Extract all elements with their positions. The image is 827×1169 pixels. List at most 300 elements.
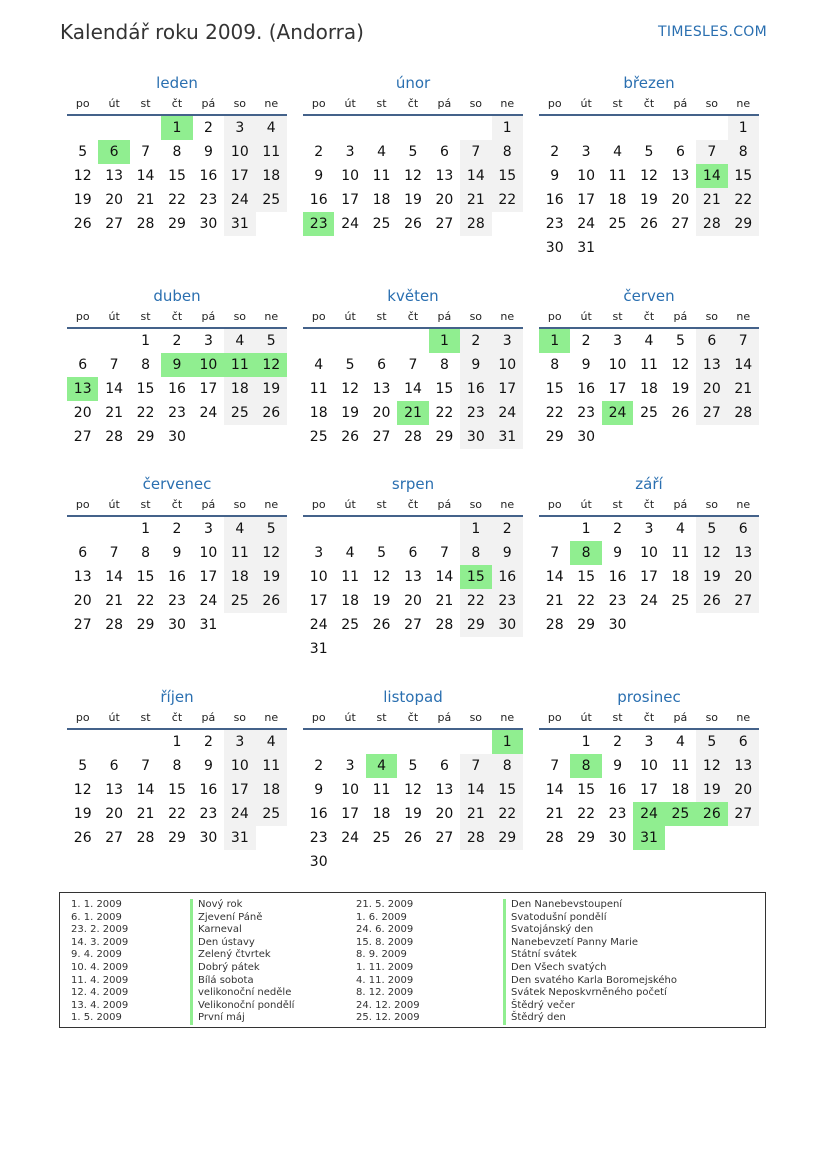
day-cell: 3 [644,734,654,750]
weekday-label: čt [407,711,419,724]
day-cell: 21 [136,806,155,822]
weekday-label: pá [673,97,688,110]
legend-date: 21. 5. 2009 [356,899,414,910]
day-cell: 5 [675,333,685,349]
weekday-label: čt [171,498,183,511]
empty-cell [429,730,460,754]
legend-holiday-name: Nový rok [190,899,294,912]
holiday-day-cell: 13 [67,377,98,401]
legend-holiday-name: Den ústavy [190,937,294,950]
empty-cell [67,730,98,754]
brand-link[interactable]: TIMESLES.COM [658,24,767,40]
day-cell: 26 [73,216,92,232]
weekday-label: út [344,498,356,511]
day-cell: 3 [345,758,355,774]
legend-date: 1. 1. 2009 [71,899,122,910]
weekday-label: čt [171,711,183,724]
day-cell: 19 [404,192,422,208]
day-cell: 25 [640,405,658,421]
empty-cell [539,116,570,140]
day-cell: 17 [577,192,596,208]
day-cell: 5 [408,144,418,160]
day-cell: 28 [696,212,727,236]
weekday-label: so [705,310,719,323]
day-cell: 6 [696,329,727,353]
weekday-label: pá [437,310,452,323]
day-cell: 24 [199,593,218,609]
weekday-label: čt [171,310,183,323]
month-name: srpen [391,475,435,493]
day-cell: 5 [644,144,654,160]
day-cell: 9 [613,545,623,561]
day-cell: 17 [199,381,218,397]
day-cell: 16 [460,377,491,401]
weekday-header [303,495,523,517]
day-cell: 9 [172,545,182,561]
day-cell: 20 [435,806,454,822]
day-cell: 4 [314,357,324,373]
day-cell: 22 [577,593,596,609]
day-cell: 14 [460,164,491,188]
day-cell: 18 [256,164,287,188]
month-10 [67,686,287,850]
empty-cell [98,730,129,754]
weekday-label: ne [736,498,751,511]
month-name: listopad [383,688,443,706]
day-cell: 23 [168,405,186,421]
weekday-label: st [612,711,623,724]
day-cell: 14 [460,778,491,802]
legend-holiday-name: Nanebevzetí Panny Marie [503,937,677,950]
weekday-label: st [376,498,387,511]
day-cell: 12 [404,168,422,184]
empty-cell [334,116,365,140]
day-cell: 21 [105,405,124,421]
month-12 [539,686,759,850]
legend-holiday-name: Dobrý pátek [190,962,294,975]
day-cell: 6 [78,357,88,373]
empty-cell [303,329,334,353]
weekday-label: út [108,498,120,511]
day-cell: 2 [460,329,491,353]
day-cell: 2 [314,758,324,774]
empty-cell [696,116,727,140]
weekday-label: pá [437,711,452,724]
day-cell: 16 [545,192,564,208]
day-cell: 4 [256,116,287,140]
day-cell: 25 [256,188,287,212]
day-cell: 9 [550,168,560,184]
weekday-label: čt [643,498,655,511]
day-grid [67,116,287,236]
weekday-label: ne [500,498,515,511]
day-cell: 4 [345,545,355,561]
weekday-label: po [311,711,326,724]
day-cell: 15 [492,778,523,802]
day-cell: 11 [671,758,690,774]
day-cell: 22 [168,806,186,822]
day-cell: 3 [224,116,255,140]
weekday-label: so [705,711,719,724]
day-cell: 10 [224,754,255,778]
weekday-label: so [233,498,247,511]
day-cell: 25 [372,830,391,846]
holiday-day-cell: 1 [161,116,192,140]
holiday-day-cell: 1 [429,329,460,353]
holiday-day-cell: 1 [492,730,523,754]
day-cell: 29 [136,617,155,633]
day-cell: 22 [136,405,155,421]
weekday-label: st [612,498,623,511]
day-cell: 8 [492,140,523,164]
day-cell: 14 [404,381,422,397]
holiday-day-cell: 4 [366,754,397,778]
weekday-label: čt [643,310,655,323]
weekday-label: so [469,711,483,724]
holiday-day-cell: 14 [696,164,727,188]
day-grid [539,329,759,449]
day-cell: 6 [439,758,449,774]
holiday-day-cell: 8 [570,541,601,565]
day-cell: 24 [492,401,523,425]
legend-date: 23. 2. 2009 [71,924,129,936]
day-cell: 28 [545,830,564,846]
weekday-label: st [140,97,151,110]
day-cell: 15 [545,381,564,397]
day-cell: 26 [404,216,422,232]
weekday-label: po [75,310,90,323]
day-cell: 23 [545,216,564,232]
holiday-day-cell: 8 [570,754,601,778]
day-cell: 4 [675,734,685,750]
day-cell: 2 [492,517,523,541]
day-cell: 19 [696,565,727,589]
weekday-label: út [344,97,356,110]
day-cell: 19 [256,377,287,401]
month-2 [303,72,523,236]
day-cell: 10 [199,545,218,561]
day-cell: 19 [640,192,658,208]
day-cell: 18 [640,381,658,397]
empty-cell [303,116,334,140]
day-cell: 14 [435,569,454,585]
day-cell: 29 [492,826,523,850]
legend-date: 24. 6. 2009 [356,924,414,936]
day-cell: 27 [404,617,422,633]
empty-cell [429,517,460,541]
day-cell: 19 [256,565,287,589]
day-cell: 3 [203,333,213,349]
day-cell: 29 [545,429,564,445]
day-cell: 30 [199,216,218,232]
weekday-label: út [108,97,120,110]
day-cell: 1 [728,116,759,140]
day-cell: 2 [314,144,324,160]
weekday-label: pá [201,498,216,511]
holiday-day-cell: 6 [98,140,129,164]
day-cell: 17 [492,377,523,401]
weekday-label: st [140,310,151,323]
day-cell: 16 [199,782,218,798]
day-cell: 10 [608,357,627,373]
weekday-label: ne [500,310,515,323]
day-cell: 26 [73,830,92,846]
day-cell: 4 [256,730,287,754]
day-cell: 6 [728,517,759,541]
holiday-day-cell: 24 [602,401,633,425]
holiday-day-cell: 23 [303,212,334,236]
day-cell: 27 [105,830,124,846]
day-cell: 18 [224,565,255,589]
empty-cell [397,329,428,353]
day-cell: 27 [435,216,454,232]
weekday-header [303,307,523,329]
day-cell: 17 [309,593,328,609]
day-cell: 26 [372,617,391,633]
day-cell: 20 [73,405,92,421]
day-cell: 26 [341,429,360,445]
day-cell: 30 [492,613,523,637]
legend-date: 8. 9. 2009 [356,949,407,961]
day-cell: 2 [581,333,591,349]
day-cell: 11 [608,168,627,184]
day-cell: 17 [224,164,255,188]
legend-date: 9. 4. 2009 [71,949,122,961]
legend-holiday-name: Zelený čtvrtek [190,949,294,962]
day-cell: 24 [224,188,255,212]
day-cell: 23 [168,593,186,609]
legend-date: 15. 8. 2009 [356,936,414,948]
weekday-label: pá [673,711,688,724]
day-cell: 3 [613,333,623,349]
day-cell: 18 [309,405,328,421]
day-cell: 20 [728,778,759,802]
day-cell: 7 [460,140,491,164]
empty-cell [67,517,98,541]
day-cell: 20 [696,377,727,401]
day-cell: 8 [492,754,523,778]
weekday-label: ne [736,711,751,724]
page-title: Kalendář roku 2009. (Andorra) [60,20,364,44]
day-cell: 24 [224,802,255,826]
weekday-label: pá [673,498,688,511]
holiday-day-cell: 26 [696,802,727,826]
day-cell: 25 [224,401,255,425]
weekday-label: po [75,97,90,110]
empty-cell [366,329,397,353]
day-cell: 15 [435,381,454,397]
weekday-label: po [547,711,562,724]
day-cell: 25 [671,593,690,609]
month-name: prosinec [617,688,681,706]
day-cell: 26 [404,830,422,846]
day-cell: 3 [345,144,355,160]
legend-date: 8. 12. 2009 [356,987,414,999]
day-cell: 31 [492,425,523,449]
day-cell: 31 [199,617,218,633]
empty-cell [67,116,98,140]
day-cell: 29 [728,212,759,236]
month-7 [67,473,287,637]
day-cell: 11 [341,569,360,585]
day-cell: 7 [109,357,119,373]
day-cell: 30 [168,429,186,445]
day-cell: 13 [105,782,124,798]
day-cell: 28 [460,212,491,236]
weekday-label: st [376,711,387,724]
day-cell: 28 [435,617,454,633]
month-name: leden [156,74,198,92]
empty-cell [334,517,365,541]
weekday-header [539,307,759,329]
day-cell: 10 [640,758,658,774]
legend-holiday-name: Štědrý den [503,1012,677,1025]
day-cell: 19 [341,405,360,421]
day-cell: 5 [696,517,727,541]
weekday-label: ne [264,97,279,110]
day-cell: 11 [372,782,391,798]
month-name: duben [153,287,201,305]
holiday-legend [59,892,766,1028]
weekday-label: st [376,310,387,323]
month-4 [67,285,287,449]
day-cell: 24 [640,593,658,609]
day-cell: 12 [404,782,422,798]
day-cell: 6 [377,357,387,373]
day-cell: 24 [309,617,328,633]
day-cell: 27 [696,401,727,425]
day-cell: 1 [492,116,523,140]
holiday-day-cell: 21 [397,401,428,425]
day-cell: 16 [608,569,627,585]
day-cell: 12 [372,569,391,585]
legend-dates-left [71,899,128,1025]
empty-cell [98,116,129,140]
weekday-label: so [705,97,719,110]
weekday-header [303,94,523,116]
legend-holiday-name: Den Nanebevstoupení [503,899,677,912]
day-cell: 4 [613,144,623,160]
legend-holiday-name: Den svatého Karla Boromejského [503,975,677,988]
day-cell: 22 [168,192,186,208]
day-cell: 10 [640,545,658,561]
day-cell: 16 [492,565,523,589]
day-grid [539,517,759,637]
day-cell: 27 [372,429,391,445]
day-cell: 1 [460,517,491,541]
weekday-header [303,708,523,730]
day-cell: 4 [675,521,685,537]
weekday-label: ne [736,97,751,110]
empty-cell [130,730,161,754]
legend-holiday-name: Svatodušní pondělí [503,912,677,925]
day-cell: 12 [341,381,360,397]
weekday-label: ne [264,310,279,323]
day-cell: 30 [577,429,596,445]
day-cell: 22 [492,188,523,212]
weekday-header [67,94,287,116]
day-cell: 23 [608,593,627,609]
empty-cell [539,730,570,754]
day-cell: 11 [309,381,328,397]
day-cell: 26 [640,216,658,232]
day-cell: 19 [73,806,92,822]
day-cell: 2 [172,521,182,537]
day-cell: 2 [203,734,213,750]
day-cell: 16 [168,381,186,397]
month-name: březen [623,74,675,92]
day-cell: 14 [136,782,155,798]
day-cell: 18 [671,569,690,585]
weekday-label: út [580,498,592,511]
day-cell: 20 [372,405,391,421]
weekday-header [539,708,759,730]
day-cell: 14 [545,569,564,585]
weekday-label: pá [437,97,452,110]
day-cell: 9 [203,758,213,774]
day-cell: 5 [256,517,287,541]
day-cell: 31 [224,212,255,236]
day-cell: 12 [640,168,658,184]
day-cell: 31 [577,240,596,256]
holiday-day-cell: 25 [665,802,696,826]
day-grid [303,730,523,874]
day-cell: 3 [314,545,324,561]
day-cell: 10 [309,569,328,585]
legend-names-left [190,899,294,1025]
day-cell: 23 [460,401,491,425]
empty-cell [303,517,334,541]
weekday-header [539,495,759,517]
day-cell: 14 [105,569,124,585]
day-cell: 20 [404,593,422,609]
month-5 [303,285,523,449]
day-cell: 13 [435,782,454,798]
empty-cell [366,517,397,541]
day-cell: 20 [671,192,690,208]
day-cell: 10 [341,168,360,184]
day-cell: 11 [671,545,690,561]
weekday-label: po [75,498,90,511]
holiday-day-cell: 9 [161,353,192,377]
day-cell: 25 [309,429,328,445]
day-cell: 13 [372,381,391,397]
weekday-label: st [376,97,387,110]
day-cell: 8 [172,758,182,774]
weekday-label: po [75,711,90,724]
day-cell: 8 [172,144,182,160]
weekday-label: pá [201,711,216,724]
day-cell: 30 [545,240,564,256]
weekday-label: so [469,97,483,110]
weekday-label: pá [437,498,452,511]
day-cell: 7 [141,144,151,160]
day-cell: 13 [728,541,759,565]
day-cell: 15 [728,164,759,188]
weekday-label: pá [201,310,216,323]
legend-holiday-name: Zjevení Páně [190,912,294,925]
day-cell: 25 [372,216,391,232]
weekday-label: ne [736,310,751,323]
day-cell: 16 [608,782,627,798]
legend-holiday-name: velikonoční neděle [190,987,294,1000]
day-cell: 26 [671,405,690,421]
weekday-label: čt [643,97,655,110]
legend-date: 12. 4. 2009 [71,987,129,999]
empty-cell [570,116,601,140]
day-cell: 1 [141,521,151,537]
empty-cell [602,116,633,140]
